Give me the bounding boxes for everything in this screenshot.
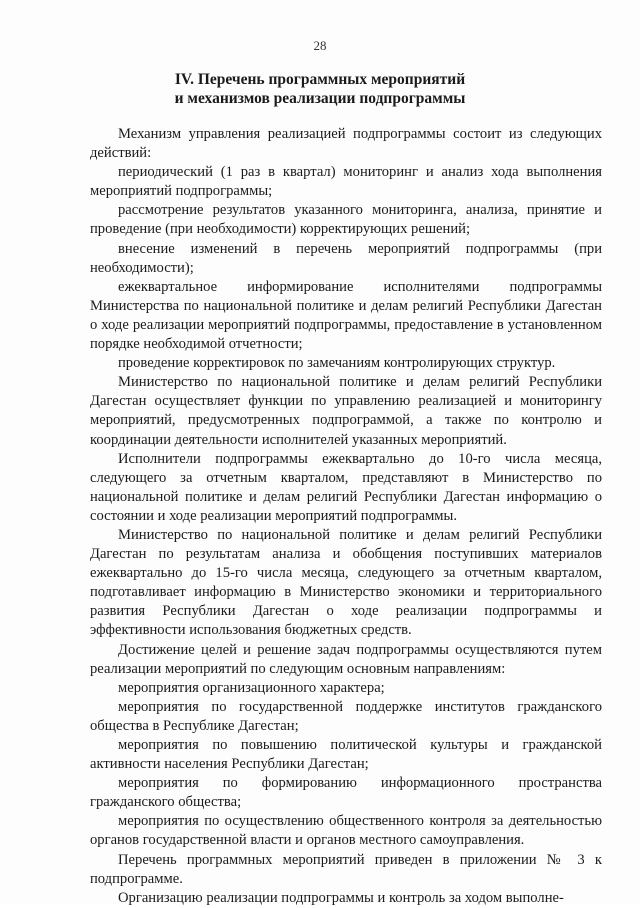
paragraph: мероприятия по формированию информационного пространства гражданского общества; — [90, 775, 602, 811]
paragraph: рассмотрение результатов указанного мониторинга, анализа, принятие и проведение (при необходимости) корректирующих решений; — [90, 202, 602, 238]
paragraph: Организацию реализации подпрограммы и контроль за ходом выполне- — [118, 889, 564, 906]
paragraph: проведение корректировок по замечаниям контролирующих структур. — [118, 355, 556, 372]
document-body — [90, 125, 602, 908]
paragraph: Достижение целей и решение задач подпрограммы осуществляются путем реализации мероприятий по следующим основным направлениям: — [90, 641, 602, 677]
paragraph: Министерство по национальной политике и делам религий Республики Дагестан по результатам анализа и обобщения поступивших материалов ежеквартально до 15-го числа месяца, следующего за отчетным кварталом, подготавливает информацию в Министерство экономики и территориального развития Республики Дагестан о ходе реализации подпрограммы и эффективности использования бюджетных средств. — [90, 526, 602, 639]
section-heading — [90, 70, 550, 108]
paragraph: мероприятия по осуществлению общественного контроля за деятельностью органов государственной власти и органов местного самоуправления. — [90, 813, 602, 849]
paragraph: Исполнители подпрограммы ежеквартально до 10-го числа месяца, следующего за отчетным кварталом, представляют в Министерство по национальной политике и делам религий Республики Дагестан информацию о состоянии и ходе реализации мероприятий подпрограммы. — [90, 450, 602, 524]
paragraph: Перечень программных мероприятий приведен в приложении № 3 к подпрограмме. — [90, 851, 602, 887]
paragraph: ежеквартальное информирование исполнителями подпрограммы Министерства по национальной политике и делам религий Республики Дагестан о ходе реализации мероприятий подпрограммы, предоставление в установленном порядке необходимой отчетности; — [90, 278, 602, 353]
paragraph: внесение изменений в перечень мероприятий подпрограммы (при необходимости); — [90, 240, 602, 276]
page-number: 28 — [313, 38, 327, 53]
paragraph: мероприятия по повышению политической культуры и гражданской активности населения Республики Дагестан; — [90, 737, 602, 773]
section-heading-line-1: IV. Перечень программных мероприятий — [174, 71, 466, 88]
paragraph: Министерство по национальной политике и делам религий Республики Дагестан осуществляет функции по управлению реализацией и мониторингу мероприятий, предусмотренных подпрограммой, а также по контролю и координации деятельности исполнителей указанных мероприятий. — [90, 374, 602, 448]
paragraph: мероприятия по государственной поддержке институтов гражданского общества в Республике Дагестан; — [90, 698, 602, 734]
paragraph: Механизм управления реализацией подпрограммы состоит из следующих действий: — [90, 126, 602, 162]
paragraph: периодический (1 раз в квартал) мониторинг и анализ хода выполнения мероприятий подпрограммы; — [90, 164, 602, 200]
paragraph: мероприятия организационного характера; — [118, 679, 385, 696]
section-heading-line-2: и механизмов реализации подпрограммы — [174, 90, 466, 107]
